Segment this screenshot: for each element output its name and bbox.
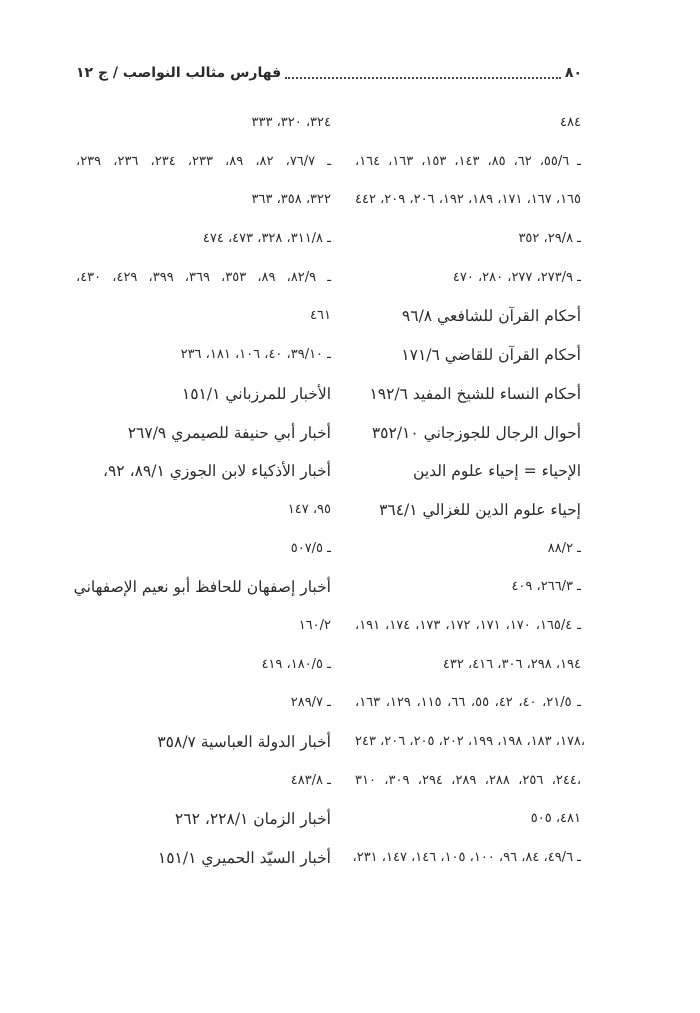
index-entry-pages: ـ ٥٠٧/٥ — [290, 540, 331, 556]
index-entry-title: أحوال الرجال للجوزجاني ٣٥٢/١٠ — [371, 423, 581, 442]
index-entry-pages: ٤٦١ — [310, 308, 331, 324]
index-entry-title: أخبار الأذكياء لابن الجوزي ٨٩/١، ٩٢، — [102, 462, 331, 481]
index-entry-pages: ـ ١٦٥/٤، ١٧٠، ١٧١، ١٧٢، ١٧٣، ١٧٤، ١٩١، — [355, 617, 582, 633]
index-entry-pages: ٢٤٤، ٢٥٦، ٢٨٨، ٢٨٩، ٢٩٤، ٣٠٩، ٣١٠، — [355, 772, 582, 788]
index-entry-pages: ـ ٢٩/٨، ٣٥٢ — [518, 231, 581, 247]
running-title: فهارس مثالب النواصب / ج ١٢ — [76, 65, 282, 81]
index-entry-title: إحياء علوم الدين للغزالي ٣٦٤/١ — [379, 500, 581, 519]
index-entry-pages: ٩٥، ١٤٧ — [287, 501, 331, 517]
index-entry-pages: ـ ٢٧٣/٩، ٢٧٧، ٢٨٠، ٤٧٠ — [452, 269, 581, 285]
index-entry-pages: ـ ٨٨/٢ — [547, 540, 581, 556]
index-entry-title: الإحياء = إحياء علوم الدين — [413, 462, 581, 481]
index-entry-pages: ١٩٤، ٢٩٨، ٣٠٦، ٤١٦، ٤٣٢ — [442, 656, 581, 672]
index-column-left — [73, 110, 332, 884]
index-entry-pages: ٤٨١، ٥٠٥ — [530, 811, 581, 827]
index-entry-pages: ـ ٣١١/٨، ٣٢٨، ٤٧٣، ٤٧٤ — [202, 231, 331, 247]
index-entry-title: أخبار أبي حنيفة للصيمري ٢٦٧/٩ — [127, 423, 331, 442]
index-entry-title: أخبار الزمان ٢٢٨/١، ٢٦٢ — [174, 810, 331, 829]
index-entry-pages: ١٦٥، ١٦٧، ١٧١، ١٨٩، ١٩٢، ٢٠٦، ٢٠٩، ٤٤٢ — [355, 192, 582, 208]
index-entry-pages: ٣٢٤، ٣٢٠، ٣٣٣ — [251, 115, 331, 130]
index-entry-pages: ٣٢٢، ٣٥٨، ٣٦٣ — [251, 192, 331, 208]
index-entry-pages: ٤٨٤ — [560, 115, 581, 130]
index-entry-pages: ـ ٢٨٩/٧ — [290, 695, 331, 711]
index-entry-title: أحكام القرآن للشافعي ٩٦/٨ — [401, 307, 581, 326]
index-entry-title: الأخبار للمرزباني ١٥١/١ — [181, 384, 331, 403]
index-column-right — [352, 110, 586, 884]
index-entry-pages: ـ ٧٦/٧، ٨٢، ٨٩، ٢٣٣، ٢٣٤، ٢٣٦، ٢٣٩، — [76, 153, 332, 169]
index-entry-pages: ـ ٤٩/٦، ٨٤، ٩٦، ١٠٠، ١٠٥، ١٤٦، ١٤٧، ٢٣١، — [352, 850, 581, 866]
index-entry-pages: ـ ٨٢/٩، ٨٩، ٣٥٣، ٣٦٩، ٣٩٩، ٤٢٩، ٤٣٠، — [76, 269, 332, 285]
page-number: ٨٠ — [564, 65, 582, 81]
index-entry-pages: ١٦٠/٢ — [298, 617, 331, 633]
running-header — [76, 62, 582, 84]
index-entry-title: أخبار الدولة العباسية ٣٥٨/٧ — [157, 733, 331, 751]
index-entry-title: أحكام القرآن للقاضي ١٧١/٦ — [401, 346, 581, 365]
index-entry-pages: ـ ٤٨٣/٨ — [290, 772, 331, 788]
index-entry-pages: ـ ٥٥/٦، ٦٢، ٨٥، ١٤٣، ١٥٣، ١٦٣، ١٦٤، — [355, 153, 581, 169]
index-entry-pages: ـ ٢١/٥، ٤٠، ٤٢، ٥٥، ٦٦، ١١٥، ١٢٩، ١٦٣، — [355, 695, 582, 711]
index-entry-pages: ١٧٨، ١٨٣، ١٩٨، ١٩٩، ٢٠٢، ٢٠٥، ٢٠٦، ٢٤٣، — [355, 734, 586, 749]
dot-leader — [285, 67, 561, 79]
index-entry-title: أخبار السيّد الحميري ١٥١/١ — [157, 849, 331, 868]
index-entry-title: أخبار إصفهان للحافظ أبو نعيم الإصفهاني — [73, 578, 331, 597]
index-entry-title: أحكام النساء للشيخ المفيد ١٩٢/٦ — [369, 384, 581, 403]
index-entry-pages: ـ ١٨٠/٥، ٤١٩ — [261, 656, 331, 672]
index-entry-pages: ـ ٣٩/١٠، ٤٠، ١٠٦، ١٨١، ٢٣٦ — [180, 347, 331, 363]
index-entry-pages: ـ ٢٦٦/٣، ٤٠٩ — [511, 579, 581, 595]
